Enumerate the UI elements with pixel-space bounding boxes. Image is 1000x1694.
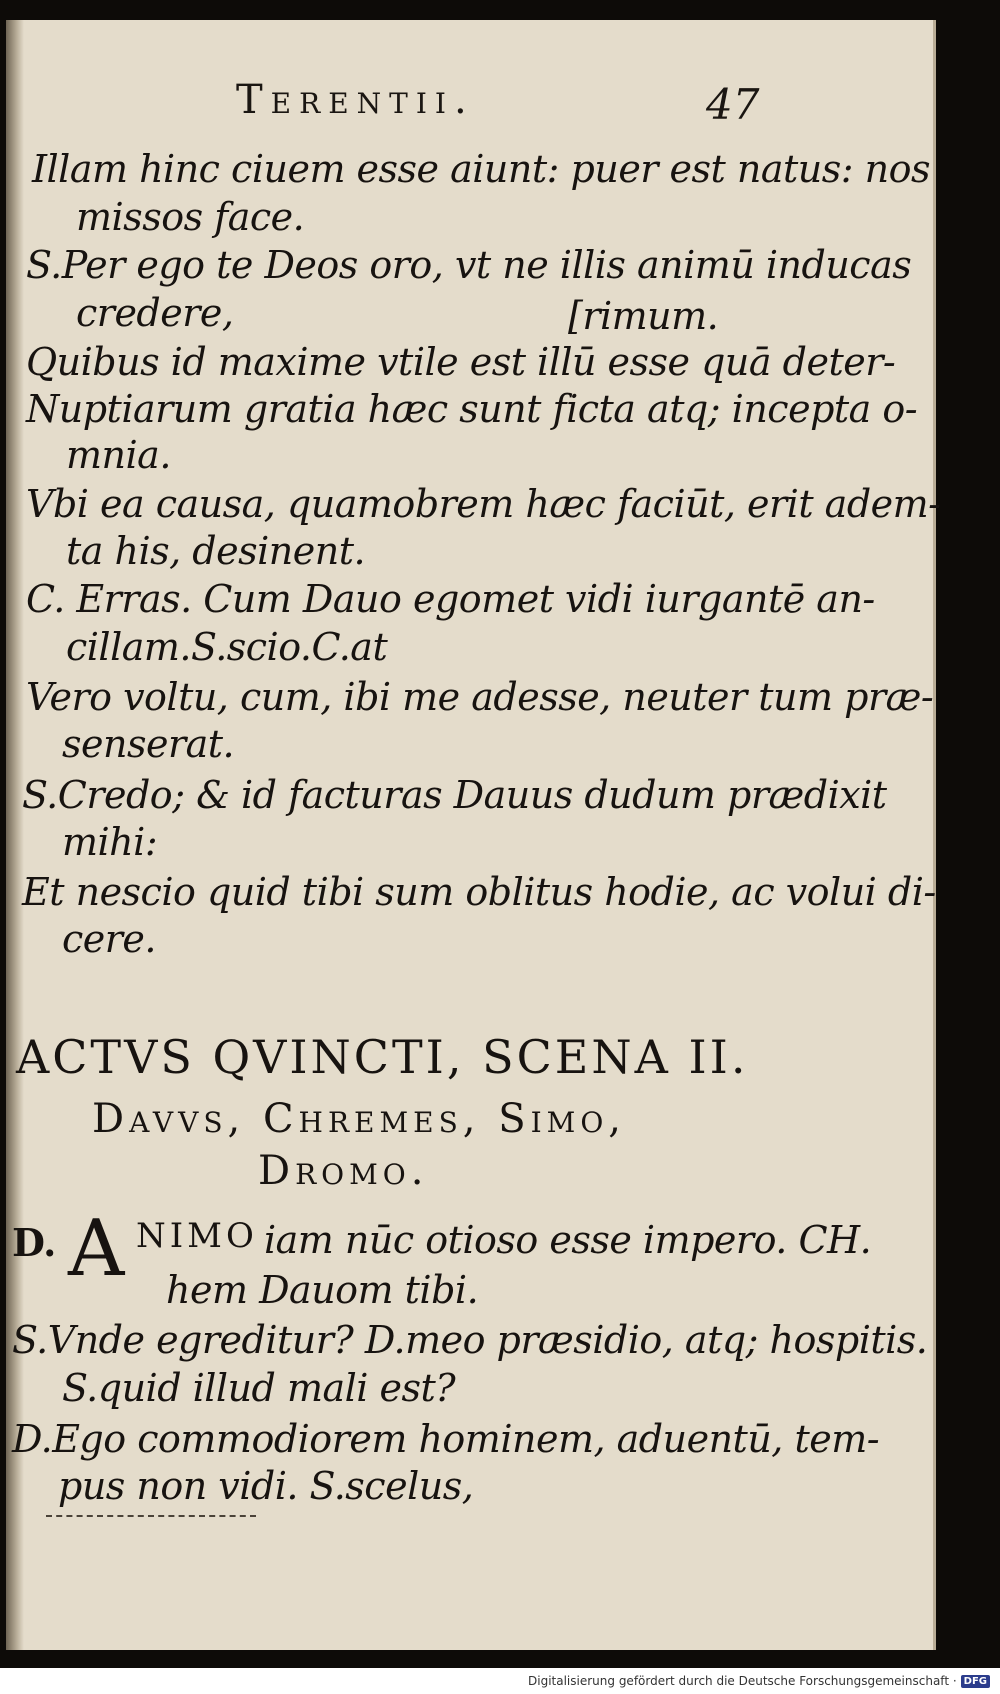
drop-cap: A (68, 1204, 125, 1294)
text-line: Illam hinc ciuem esse aiunt: puer est natus: nos (32, 147, 931, 191)
dialogue-line: S.quid illud mali est? (62, 1366, 456, 1410)
opening-caps: NIMO (136, 1216, 258, 1256)
text-line: Et nescio quid tibi sum oblitus hodie, ac volui di- (22, 870, 936, 914)
text-line: cere. (62, 917, 157, 961)
footer-text: Digitalisierung gefördert durch die Deutsche Forschungsgemeinschaft · (528, 1674, 957, 1688)
text-line: cillam.S.scio.C.at (66, 625, 388, 669)
text-line: missos face. (76, 195, 305, 239)
book-page (6, 20, 941, 1650)
text-line: Nuptiarum gratia hæc sunt ficta atq; incepta o- (26, 387, 918, 431)
page-number: 47 (706, 80, 760, 129)
text-line: Quibus id maxime vtile est illū esse quā deter- (26, 340, 896, 384)
dialogue-line: hem Dauom tibi. (166, 1268, 479, 1312)
text-line: credere, (76, 291, 234, 335)
speaker-label: D. (12, 1220, 56, 1265)
text-line: C. Erras. Cum Dauo egomet vidi iurgantē an- (26, 577, 875, 621)
underline-mark (46, 1515, 256, 1517)
text-line: senserat. (62, 722, 235, 766)
text-line: ta his, desinent. (66, 529, 366, 573)
dialogue-line: S.Vnde egreditur? D.meo præsidio, atq; hospitis. (12, 1318, 928, 1362)
scene-persons: Dromo. (258, 1148, 429, 1194)
text-line: Vbi ea causa, quamobrem hæc faciūt, erit adem- (26, 482, 941, 526)
text-line: [rimum. (568, 294, 719, 338)
dialogue-line: pus non vidi. S.scelus, (58, 1464, 474, 1508)
text-line: Vero voltu, cum, ibi me adesse, neuter tum præ- (26, 675, 934, 719)
digitization-footer (0, 1668, 1000, 1694)
act-heading: ACTVS QVINCTI, SCENA II. (16, 1030, 749, 1084)
running-title: Terentii. (236, 77, 475, 123)
page-gutter-shadow (6, 20, 24, 1650)
dialogue-line: D.Ego commodiorem hominem, aduentū, tem- (12, 1417, 880, 1461)
text-line: S.Credo; & id facturas Dauus dudum prædixit (22, 773, 887, 817)
text-line: S.Per ego te Deos oro, vt ne illis animū inducas (26, 243, 912, 287)
text-line: mnia. (66, 433, 171, 477)
dialogue-line: iam nūc otioso esse impero. CH. (264, 1218, 872, 1262)
dfg-logo: DFG (961, 1675, 990, 1688)
scene-persons: Davvs, Chremes, Simo, (92, 1096, 627, 1142)
text-line: mihi: (62, 820, 158, 864)
